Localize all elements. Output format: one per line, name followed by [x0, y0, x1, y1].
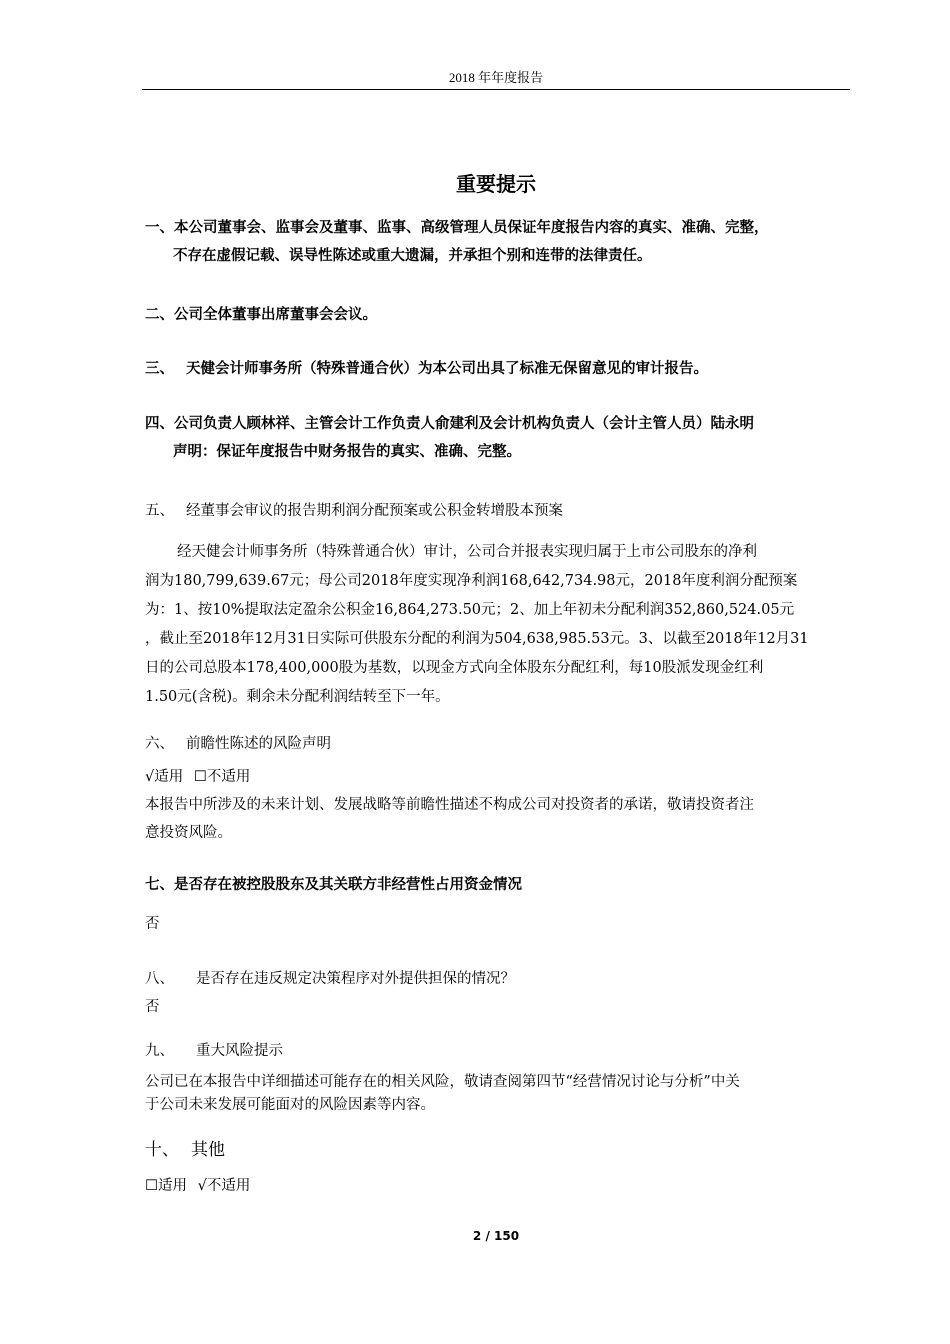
section-5-line-3: 为：1、按10%提取法定盈余公积金16,864,273.50元；2、加上年初未分配利润352,860,524.05元 [145, 602, 795, 618]
item-2 [145, 301, 850, 329]
page-number: 2 / 150 [472, 1229, 520, 1243]
section-7-number: 七、 [145, 877, 174, 893]
item-2-text: 公司全体董事出席董事会会议。 [174, 307, 377, 323]
running-header: 2018 年年度报告 [448, 70, 544, 85]
section-7-answer: 否 [145, 916, 160, 932]
item-3-text: 天健会计师事务所（特殊普通合伙）为本公司出具了标准无保留意见的审计报告。 [186, 361, 708, 377]
section-9-line-2: 于公司未来发展可能面对的风险因素等内容。 [145, 1097, 435, 1113]
section-6-heading [145, 730, 850, 758]
section-5-title: 经董事会审议的报告期利润分配预案或公积金转增股本预案 [186, 503, 563, 519]
section-5-line-5: 日的公司总股本178,400,000股为基数，以现金方式向全体股东分配红利，每10股派发现金红利 [145, 660, 764, 676]
section-9-number: 九、 [145, 1043, 174, 1059]
item-4 [145, 410, 850, 466]
item-1-line-2: 不存在虚假记载、误导性陈述或重大遗漏，并承担个别和连带的法律责任。 [173, 248, 652, 264]
section-9-body [145, 1071, 850, 1117]
section-5-line-2: 润为180,799,639.67元；母公司2018年度实现净利润168,642,734.98元，2018年度利润分配预案 [145, 573, 798, 589]
section-7-title: 是否存在被控股股东及其关联方非经营性占用资金情况 [174, 877, 522, 893]
section-6-checkboxes [145, 763, 850, 791]
section-8-answer: 否 [145, 999, 160, 1015]
section-5-number: 五、 [145, 503, 174, 519]
section-6-line-2: 意投资风险。 [145, 825, 232, 841]
section-5-body [145, 538, 850, 712]
section-9-heading [145, 1037, 850, 1065]
section-5-line-4: ，截止至2018年12月31日实际可供股东分配的利润为504,638,985.53元。3、以截至2018年12月31 [145, 631, 809, 647]
section-8-heading [145, 965, 850, 993]
item-3 [145, 355, 850, 383]
item-4-number: 四、 [145, 416, 174, 432]
section-5-heading [145, 497, 850, 525]
item-2-number: 二、 [145, 307, 174, 323]
section-6-not-applicable-check: ☐不适用 [193, 769, 251, 785]
section-6-number: 六、 [145, 736, 174, 752]
section-10-heading [145, 1136, 850, 1164]
section-5-line-6: 1.50元(含税)。剩余未分配利润结转至下一年。 [145, 689, 450, 705]
header-rule [142, 89, 850, 90]
section-10-number: 十、 [145, 1140, 179, 1160]
section-9-line-1: 公司已在本报告中详细描述可能存在的相关风险，敬请查阅第四节“经营情况讨论与分析”中关 [145, 1074, 740, 1090]
section-8-number: 八、 [145, 971, 174, 987]
item-3-number: 三、 [145, 361, 174, 377]
section-5-line-1: 经天健会计师事务所（特殊普通合伙）审计，公司合并报表实现归属于上市公司股东的净利 [177, 544, 757, 560]
section-10-title: 其他 [191, 1140, 225, 1160]
item-1-line-1: 本公司董事会、监事会及董事、监事、高级管理人员保证年度报告内容的真实、准确、完整， [174, 220, 769, 236]
item-1-number: 一、 [145, 220, 174, 236]
section-6-body [145, 791, 850, 847]
section-9-title: 重大风险提示 [196, 1043, 283, 1059]
section-6-applicable-check: √适用 [145, 769, 184, 785]
section-10-applicable-check: ☐适用 [145, 1178, 187, 1194]
section-10-not-applicable-check: √不适用 [197, 1178, 251, 1194]
item-1 [145, 214, 850, 270]
section-6-line-1: 本报告中所涉及的未来计划、发展战略等前瞻性描述不构成公司对投资者的承诺，敬请投资者注 [145, 797, 754, 813]
section-6-title: 前瞻性陈述的风险声明 [186, 736, 331, 752]
page-title: 重要提示 [456, 172, 536, 196]
section-8-title: 是否存在违反规定决策程序对外提供担保的情况？ [196, 971, 515, 987]
item-4-line-1: 公司负责人顾林祥、主管会计工作负责人俞建利及会计机构负责人（会计主管人员）陆永明 [174, 416, 754, 432]
item-4-line-2: 声明：保证年度报告中财务报告的真实、准确、完整。 [173, 444, 521, 460]
section-7-heading [145, 871, 850, 899]
section-10-checkboxes [145, 1172, 850, 1200]
